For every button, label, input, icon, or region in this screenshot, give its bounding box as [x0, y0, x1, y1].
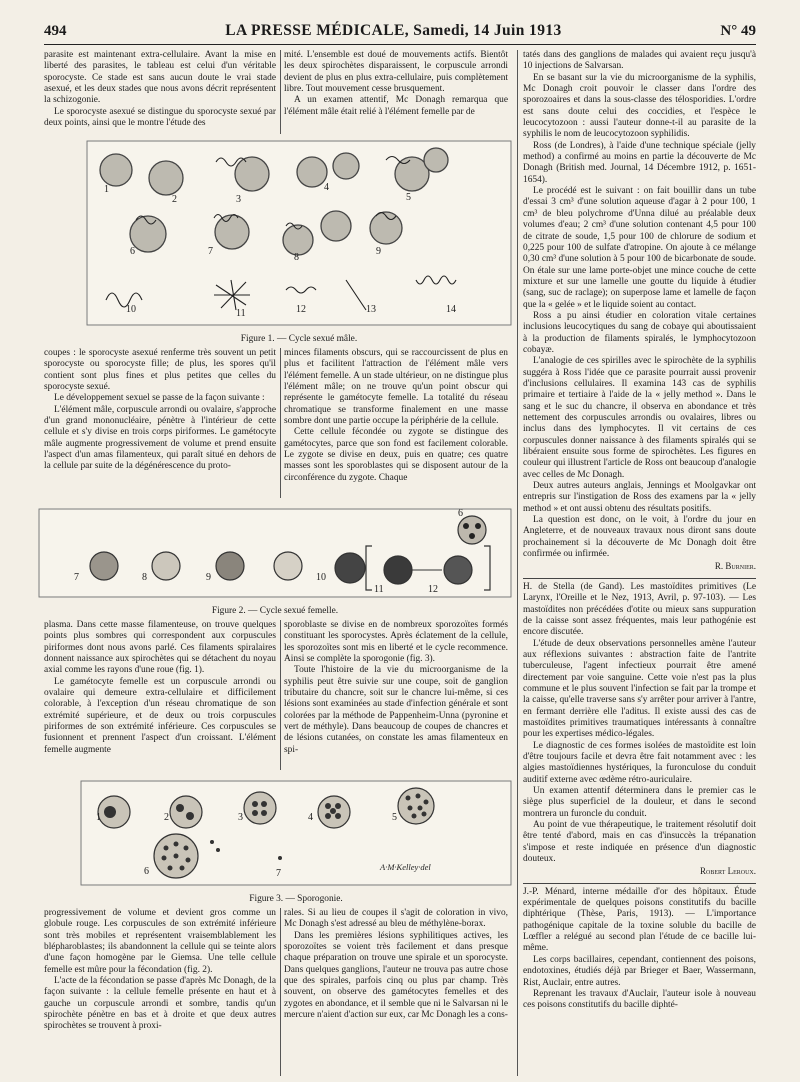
paragraph: La question est donc, on le voit, à l'ordre du jour en Angleterre, et de nouveaux travaux nous diront sans doute prochainement si la découverte de Mc Donagh doit être confirmée ou infirmée.: [523, 515, 756, 560]
fig1-label: 1: [104, 184, 109, 195]
fig2-label: 8: [142, 572, 147, 583]
fig1-label: 13: [366, 304, 376, 315]
paragraph: H. de Stella (de Gand). Les mastoïdites primitives (Le Larynx, l'Oreille et le Nez, 1913, Avril, p. 97-103). — Les mastoïdites non précédées d'otite ou mieux sans suppuration de la caisse sont assez fréquentes, mais leur pathogénie est encore discutée.: [523, 581, 756, 638]
paragraph: Le sporocyste asexué se distingue du sporocyste sexué par deux points, ainsi que le montre l'étude des: [44, 106, 276, 129]
signature: Robert Leroux.: [700, 866, 756, 877]
paragraph: Le diagnostic de ces formes isolées de mastoïdite est loin d'être toujours facile et devra être fait notamment avec : les algies mastoïdiennes hystériques, la furonculose du conduit auditif externe avec œdème rétro-auriculaire.: [523, 740, 756, 785]
fig3-label: 3: [238, 812, 243, 823]
fig3-label: 1: [96, 812, 101, 823]
figure-1-caption: Figure 1. — Cycle sexué mâle.: [240, 334, 358, 344]
paragraph: J.-P. Ménard, interne médaille d'or des hôpitaux. Étude expérimentale de quelques poisons constitutifs du bacille diphtérique (Thèse, Paris, 1913). — L'importance pathogénique capitale de la toxine soluble du bacille de Lœffler a relégué au second plan l'étude de ce bacille lui-même.: [523, 886, 756, 954]
paragraph: coupes : le sporocyste asexué renferme très souvent un petit sporocyste ou sporocyste fille; de plus, les spores qu'il contient sont plus fines et plus petites que celles du sporocyste sexué.: [44, 348, 276, 393]
col1-bottom-text: [44, 908, 276, 1076]
fig1-label: 14: [446, 304, 456, 315]
figure-1-illustration: [86, 140, 512, 326]
paragraph: Reprenant les travaux d'Auclair, l'auteur isole à nouveau ces poisons constitutifs du bacille diphté-: [523, 988, 756, 1011]
fig1-label: 6: [130, 246, 135, 257]
paragraph: Dans les premières lésions syphilitiques actives, les sporozoïtes se voient très facilement et dans presque chaque préparation on trouve une spirale et un sporocyste. Dans quelques ganglions, l'auteur ne trouva pas autre chose que des spirales, parfois cinq ou plus par champ. Très souvent, on observe des gamétocytes femelles et des zygotes en abondance, et il semble que ni le Salvarsan ni le mercure n'aient d'action sur eux, car Mc Donagh les a cons-: [284, 930, 508, 1021]
paragraph: Les corps bacillaires, cependant, contiennent des poisons, endotoxines, étudiés déjà par Brieger et Baer, Wassermann, Rist, Auclair, entre autres.: [523, 954, 756, 988]
paragraph: progressivement de volume et devient gros comme un globule rouge. Les corpuscules de son extrémité inférieure sont très mobiles et représentent vraisemblablement les blépharoblastes; ils abandonnent la cellule qui se teinte alors d'une façon homogène par le Giemsa. Une telle cellule femelle est mûre pour la fécondation (fig. 2).: [44, 908, 276, 975]
paragraph: A un examen attentif, Mc Donagh remarqua que l'élément mâle était relié à l'élément femelle par de: [284, 95, 508, 117]
fig3-label: 5: [392, 812, 397, 823]
col2-top-text: [284, 50, 508, 134]
fig1-label: 11: [236, 308, 246, 319]
paragraph: mité. L'ensemble est doué de mouvements actifs. Bientôt les deux spirochètes disparaissent, le corpuscule arrondi devient de plus en plus extra-cellulaire, puis complètement libre. Tout mouvement cesse brusquement.: [284, 50, 508, 95]
signature: R. Burnier.: [714, 561, 756, 572]
col1-lower-text: [44, 620, 276, 770]
col3-text: [523, 50, 756, 1076]
paragraph: L'acte de la fécondation se passe d'après Mc Donagh, de la façon suivante : la cellule femelle présente en haut et à gauche un corpuscule arrondi et sombre, tandis qu'un spirochète pénètre en bas et à droite et que deux autres spirochètes se trouvent à proxi-: [44, 976, 276, 1032]
column-rule: [517, 50, 518, 1076]
paragraph: L'élément mâle, corpuscule arrondi ou ovalaire, s'approche d'un grand mononucléaire, pénètre à l'intérieur de cette cellule et s'y divise en trois corps piriformes. Le gamétocyte mâle augmente progressivement de volume et prend ensuite l'aspect d'un amas filamenteux, qui paraît situé en dehors de la cellule par suite de la dégénérescence du proto-: [44, 404, 276, 472]
figure-3-illustration: [80, 780, 512, 886]
column-rule: [280, 50, 281, 134]
col2-mid-text: [284, 348, 508, 498]
fig2-label: 9: [206, 572, 211, 583]
page-number: 494: [44, 22, 67, 39]
figure-2-illustration: [38, 508, 512, 598]
fig3-label: 4: [308, 812, 313, 823]
article-mastoidites: [523, 578, 756, 878]
fig1-label: 10: [126, 304, 136, 315]
running-header: [44, 18, 756, 45]
article-bacille-diphterique: [523, 883, 756, 1012]
col1-top-text: [44, 50, 276, 134]
fig1-label: 4: [324, 182, 329, 193]
column-rule: [280, 348, 281, 498]
fig1-label: 2: [172, 194, 177, 205]
fig1-label: 7: [208, 246, 213, 257]
fig3-label: 6: [144, 866, 149, 877]
paragraph: Le procédé est le suivant : on fait bouillir dans un tube d'essai 3 cm³ d'une solution aqueuse d'agar à 2 pour 100, 1 cm³ de bleu polychrome d'Unna dilué au préalable deux volumes d'eau; 2 cm³ d'une solution contenant 4,5 pour 100 de citrate de soude, 1,5 pour 100 de chlorure de sodium et 0,225 pour 100 de sulfate d'atropine. On ajoute à ce mélange 0,30 cm³ d'une solution à 5 pour 100 de bicarbonate de soude. On étale sur une lame porte-objet une mince couche de cette mixture et sur une lamelle une goutte du liquide à étudier (sang, suc de raclage); on superpose lame et lamelle de façon que la « gelée » et le liquide soient au contact.: [523, 186, 756, 310]
paragraph: plasma. Dans cette masse filamenteuse, on trouve quelques points plus sombres qui correspondent aux corpuscules piriformes dont nous avons parlé. Ces filaments spiralaires donnent naissance aux spirochètes qui se détachent du noyau axial comme les rayons d'une roue (fig. 1).: [44, 620, 276, 676]
paragraph: Le gamétocyte femelle est un corpuscule arrondi ou ovalaire qui demeure extra-cellulaire et difficilement colorable, à l'exception d'un réseau chromatique de son extrémité supérieure, et de deux ou trois corpuscules piriformes de son extrémité inférieure. Ces corpuscules se fusionnent et prennent l'aspect d'un croissant. L'élément femelle augmente: [44, 676, 276, 755]
fig2-label: 12: [428, 584, 438, 595]
fig2-label: 6: [458, 508, 463, 519]
fig3-label: 7: [276, 868, 281, 879]
fig2-label: 11: [374, 584, 384, 595]
fig1-label: 9: [376, 246, 381, 257]
paragraph: sporoblaste se divise en de nombreux sporozoïtes formés constituant les sporocystes. Après éclatement de la cellule, les sporozoïtes sont mis en liberté et le cycle recommence. Ainsi se complète la sporogonie (fig. 3).: [284, 620, 508, 665]
paragraph: Ross a pu ainsi étudier en coloration vitale certaines inclusions leucocytiques du sang de cobaye qui aboutissaient à la production de filaments spiralés, le lymphocytozoon cobayæ.: [523, 310, 756, 355]
fig1-label: 12: [296, 304, 306, 315]
column-rule: [280, 620, 281, 770]
issue-number: N° 49: [720, 22, 756, 39]
paragraph: Le développement sexuel se passe de la façon suivante :: [54, 393, 265, 404]
paragraph: minces filaments obscurs, qui se raccourcissent de plus en plus et facilitent l'attraction de l'élément mâle vers l'élément femelle. A un stade ultérieur, on ne distingue plus l'élément mâle; on ne trouve qu'un point obscur qui représente le gamétocyte femelle. La totalité du réseau chromatique se transforme finalement en une masse sombre dont une partie occupe la périphérie de la cellule.: [284, 348, 508, 427]
paragraph: Au point de vue thérapeutique, le traitement résolutif doit être tenté d'abord, mais en cas d'insuccès la trépanation s'impose et reste indiquée en présence d'un diagnostic douteux.: [523, 820, 756, 865]
paragraph: Cette cellule fécondée ou zygote se distingue des gamétocytes, parce que son fond est facilement colorable. Le zygote se divise en deux, puis en quatre; ces quatre masses sont les sporoblastes qui se disposent autour de la circonférence du zygote. Chaque: [284, 427, 508, 483]
fig1-label: 3: [236, 194, 241, 205]
paragraph: L'analogie de ces spirilles avec le spirochète de la syphilis suggéra à Ross l'idée que ce parasite pourrait aussi provenir d'inclusions cellulaires. Il examina 143 cas de syphilis primaire et tertiaire à l'aide de la « jelly method ». Dans le sang et le suc du chancre, il observa en abondance et très nettement des corpuscules arrondis ou ovalaires, libres ou inclus dans des lymphocytes. Il vit certains de ces corpuscules donner naissance à des filaments spiralés qui se libéraient ensuite sous forme de spirochètes. Les figures en couleur qui illustrent l'article de Ross ont beaucoup d'analogie avec celles de Mc Donagh.: [523, 356, 756, 480]
paragraph: Ross (de Londres), à l'aide d'une technique spéciale (jelly method) a confirmé au moins en partie la découverte de Mc Donagh (British med. Journal, 14 Décembre 1912, p. 1651-1654).: [523, 140, 756, 185]
journal-title: LA PRESSE MÉDICALE, Samedi, 14 Juin 1913: [225, 22, 562, 39]
paragraph: Deux autres auteurs anglais, Jennings et Moolgavkar ont entrepris sur l'instigation de Ross des examens par la « jelly method » et ont aussi obtenu des résultats positifs.: [523, 481, 756, 514]
paragraph: Toute l'histoire de la vie du microorganisme de la syphilis peut être suivie sur une coupe, soit de ganglion tributaire du chancre, soit sur le chancre lui-même, si ces lésions sont examinées au stade d'infection générale et sont colorées par la méthode de Pappenheim-Unna (pyronine et vert de méthyle). Dans beaucoup de coupes de chancres et de lésions cutanées, on constate les amas filamenteux en spi-: [284, 665, 508, 755]
figure-3-caption: Figure 3. — Sporogonie.: [249, 894, 343, 904]
col1-mid-text: [44, 348, 276, 498]
fig1-label: 8: [294, 252, 299, 263]
fig2-label: 7: [74, 572, 79, 583]
paragraph: Un examen attentif déterminera dans le premier cas le siège plus superficiel de la douleur, et dans le second montrera un furoncle du conduit.: [523, 786, 756, 819]
fig3-signature: A·M·Kelley·del: [380, 862, 431, 872]
paragraph: L'étude de deux observations personnelles amène l'auteur aux réflexions suivantes : abstraction faite de l'antrite tuberculeuse, l'agent infectieux pourrait être amené directement par voie sanguine. Cette voie n'est pas la plus commune et le plus souvent l'infection se fait par la trompe et la caisse, qu'elle traverse sans s'y arrêter pour arriver à l'antre, en fermant derrière elle l'aditus. Il existe aussi des cas de mastoïdites primitives traumatiques intéressants à connaître pour les expertises médico-légales.: [523, 638, 756, 740]
fig1-label: 5: [406, 192, 411, 203]
col2-lower-text: [284, 620, 508, 770]
fig2-label: 10: [316, 572, 326, 583]
col2-bottom-text: [284, 908, 508, 1076]
paragraph: En se basant sur la vie du microorganisme de la syphilis, Mc Donagh croit pouvoir le classer dans l'ordre des sporozoaires et dans la sous-classe des télosporidies. L'ordre est sans doute celui des coccidies, et l'espèce le leucocytozoon : aussi l'auteur donne-t-il au parasite de la syphilis le nom de leucocytozoon syphilidis.: [523, 72, 756, 140]
paragraph: tatés dans des ganglions de malades qui avaient reçu jusqu'à 10 injections de Salvarsan.: [523, 50, 756, 72]
fig3-label: 2: [164, 812, 169, 823]
paragraph: parasite est maintenant extra-cellulaire. Avant la mise en liberté des parasites, le tableau est celui d'un véritable sporocyste. Ce stade est sans aucun doute le vrai stade asexué, et les deux stades que nous avons décrit représentent la schizogonie.: [44, 50, 276, 106]
column-rule: [280, 908, 281, 1076]
paragraph: rales. Si au lieu de coupes il s'agit de coloration in vivo, Mc Donagh s'est adressé au bleu de méthylène-borax.: [284, 908, 508, 930]
figure-2-caption: Figure 2. — Cycle sexué femelle.: [211, 606, 339, 616]
